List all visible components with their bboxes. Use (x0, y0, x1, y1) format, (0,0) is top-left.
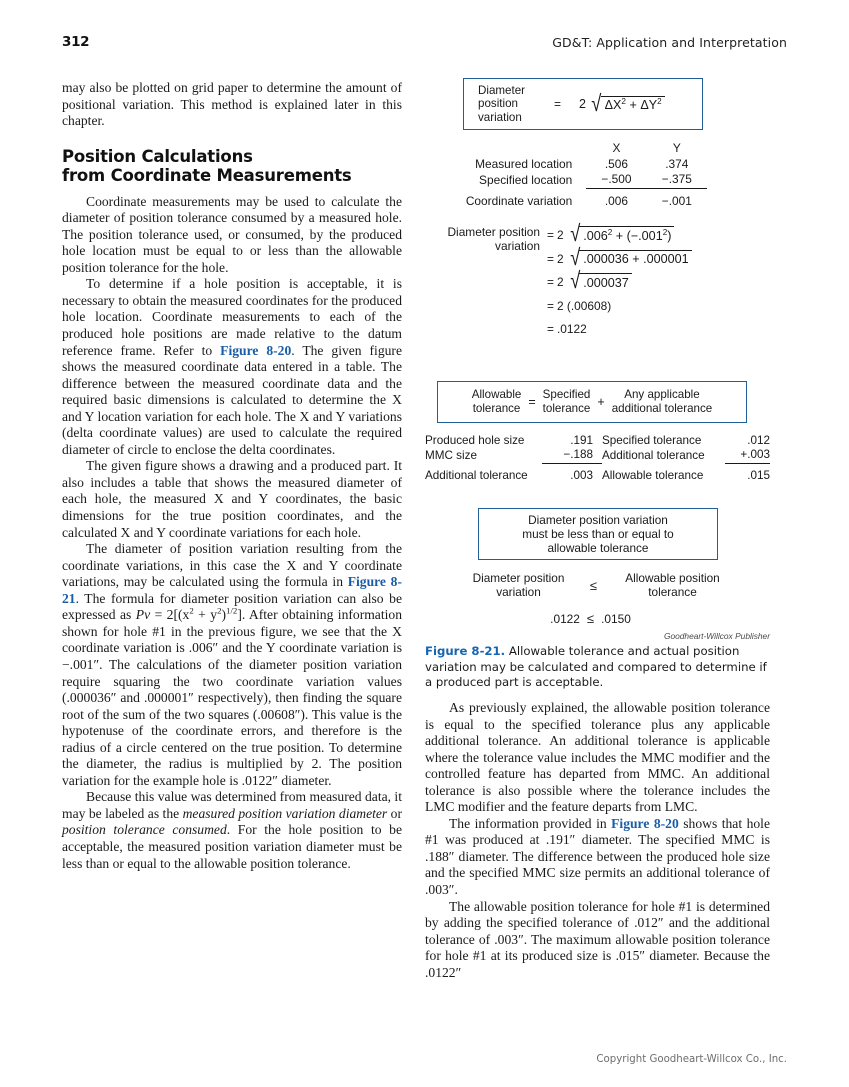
calculation-label-line-2: variation (495, 238, 540, 253)
comparison-block (425, 572, 770, 626)
square-root-expression (590, 89, 665, 116)
row-y-value: .374 (665, 157, 689, 171)
rule-box-acceptance-criterion (478, 508, 718, 560)
plus-sign: + (597, 395, 605, 409)
row-label: Coordinate variation (465, 193, 573, 208)
rp2-text-b: shows that hole #1 was produced at .191″ diameter. The specified MMC is .188″ diameter. The difference between the produced hole size and the specified MMC size permits an additional tolerance of .003″. (425, 815, 770, 898)
calculation-lines (547, 220, 692, 343)
right-label: Specified tolerance (601, 433, 702, 447)
left-label: Additional tolerance (425, 469, 528, 483)
calculation-label (425, 226, 540, 253)
square-root-expression (569, 267, 632, 293)
right-paragraph-2 (425, 816, 770, 899)
p5-text-mid: or (387, 805, 402, 821)
italic-term-1: measured position variation diameter (182, 805, 388, 821)
criterion-text (522, 513, 673, 556)
criterion-line-2: must be less than or equal to (522, 526, 674, 541)
italic-term-2: position tolerance consumed (62, 822, 227, 838)
coefficient-2: 2 (579, 97, 586, 111)
paragraph-continuation: may also be plotted on grid paper to determine the amount of positional variation. This method is explained later in this chapter. (62, 80, 402, 129)
radical-sign-icon: √ (569, 220, 580, 246)
left-value: .003 (570, 469, 593, 483)
allowable-tolerance-term (472, 388, 522, 415)
square-root-expression (569, 243, 692, 270)
p5-text-a: Because this value was determined from measured data, it may be labeled as the (62, 789, 402, 821)
term-line-2: additional tolerance (611, 402, 713, 415)
page-number: 312 (62, 34, 90, 50)
calculation-result: .0122 (556, 321, 587, 336)
row-x-value: −.500 (586, 172, 646, 189)
row-label: Specified location (479, 173, 573, 187)
figure-caption-label: Figure 8-21. (425, 644, 506, 658)
p4-text-a: The diameter of position variation resulting from the coordinate variations, in this case the X and Y coordinate variations, may be calculated using the formula in (62, 541, 402, 590)
left-value: .191 (570, 433, 593, 447)
formula-label-line-1: Diameter (478, 83, 526, 97)
figure-caption-text: Allowable tolerance and actual position variation may be calculated and compared to determine if a produced part is acceptable. (425, 644, 767, 689)
figure-reference-8-20[interactable]: Figure 8-20 (220, 342, 292, 358)
left-value: −.188 (542, 448, 602, 464)
row-x-value: .506 (604, 157, 629, 171)
table-row (427, 172, 707, 189)
calculation-line (547, 267, 692, 293)
paragraph-4 (62, 541, 402, 789)
term-line-1: Any applicable (624, 388, 700, 402)
table-row (425, 448, 770, 464)
figure-reference-8-20[interactable]: Figure 8-20 (611, 815, 679, 831)
right-label: Allowable tolerance (601, 469, 704, 483)
formula-box-diameter-position-variation (463, 78, 703, 130)
inline-formula-rest: = $2[(x^2 + y^2)^{1/2}]$ (150, 605, 242, 623)
right-label: Additional tolerance (601, 449, 705, 463)
term-line-2: tolerance (542, 402, 591, 415)
right-column (425, 700, 770, 981)
formula-label-line-2: position (478, 97, 518, 111)
calculation-line (547, 243, 692, 270)
table-header-row (427, 140, 707, 157)
comparison-right-term (614, 572, 732, 600)
coordinate-variation-table (425, 140, 770, 208)
criterion-line-1: Diameter position variation (528, 512, 668, 527)
comparison-left-term (464, 572, 574, 600)
additional-tolerance-term (612, 388, 713, 415)
row-y-value: −.375 (647, 172, 707, 189)
calculation-label-line-1: Diameter position (447, 225, 540, 239)
heading-line-1: Position Calculations (62, 146, 253, 166)
radical-sign-icon: √ (569, 243, 580, 270)
comparison-values-row (425, 611, 770, 626)
formula-label-line-3: variation (478, 110, 522, 124)
formula-label (478, 84, 544, 124)
calculation-line (547, 297, 692, 313)
specified-tolerance-term (543, 388, 591, 415)
row-label: Measured location (475, 157, 573, 171)
calculation-line (547, 320, 692, 336)
equals-sign: = (547, 298, 554, 313)
paragraph-2 (62, 276, 402, 458)
tolerance-calculation-table (425, 433, 770, 483)
table-row (425, 433, 770, 448)
running-title: GD&T: Application and Interpretation (552, 35, 787, 50)
paragraph-5 (62, 789, 402, 872)
radicand: .000036 + .000001 (579, 250, 691, 267)
left-term-line-1: Diameter position (472, 571, 565, 585)
p4-text-b: . The formula for diameter position variation can also be expressed as (62, 590, 402, 623)
coefficient-2: 2 (556, 228, 564, 242)
right-paragraph-3: The allowable position tolerance for hole #1 is determined by adding the specified tolerance of .012″ and the additional tolerance of .003″. The maximum allowable position tolerance for hole #1 at its produced size is .015″ diameter. Because the .0122″ (425, 898, 770, 980)
right-paragraph-1: As previously explained, the allowable position tolerance is equal to the specified tolerance plus any applicable additional tolerance. An additional tolerance is applicable where the tolerance value includes the MMC modifier and the controlled feature has departed from MMC. An additional tolerance is also possible where the tolerance includes the LMC modifier and the feature departs from LMC. (425, 700, 770, 815)
less-than-or-equal-icon: ≤ (586, 610, 595, 626)
value-right: .0150 (601, 611, 631, 626)
right-value: .012 (747, 433, 770, 447)
heading-line-2: from Coordinate Measurements (62, 165, 352, 185)
p5-text-b: . For the hole position to be acceptable, the measured position variation diameter must be less than or equal to the allowable position tolerance. (62, 822, 402, 871)
p2-text-a: To determine if a hole position is acceptable, it is necessary to obtain the measured coordinates for the produced hole location. Coordinate measurements to each of the produced hole positions are made relative to the datum reference frame. Refer to (62, 276, 402, 358)
calculation-value: 2 (.00608) (556, 298, 612, 313)
left-column (62, 80, 402, 872)
p4-text-c: . After obtaining information shown for hole #1 in the previous figure, we see that the X coordinate variation is .006″ and the Y coordinate variation is −.001″. The calculations of the diameter position variation require squaring the two coordinate variation values (.000036″ and .000001″ respectively), then finding the square root of the sum of the two squares (.00608″). This value is the hypotenuse of the coordinate errors, and therefore is the radius of a circle centered on the true position. To determine the diameter, the radius is multiplied by 2. The position variation for the example hole is .0122″ diameter. (62, 607, 402, 788)
left-label: Produced hole size (425, 433, 525, 447)
table-row (425, 468, 770, 483)
radicand: .000037 (579, 273, 632, 290)
criterion-line-3: allowable tolerance (547, 541, 649, 556)
coefficient-2: 2 (556, 251, 564, 266)
table-row (427, 193, 707, 208)
right-term-line-2: tolerance (648, 584, 697, 599)
table-row (427, 157, 707, 172)
less-than-or-equal-icon: ≤ (589, 578, 598, 594)
header-x: X (612, 140, 621, 155)
right-term-line-1: Allowable position (625, 571, 720, 585)
figure-caption (425, 644, 770, 691)
p2-text-b: . The given figure shows the measured coordinate data entered in a table. The difference between the measured coordinate data and the required basic dimensions is calculated to determine the X and Y location variation for each hole. The X and Y variations (delta coordinate values) are used to calculate the required diameter of circle to enclose the delta coordinates. (62, 342, 402, 457)
header-y: Y (672, 140, 681, 155)
inline-variable-pv: Pv (135, 607, 151, 623)
radical-sign-icon: √ (591, 89, 602, 116)
right-value: +.003 (725, 448, 770, 464)
calculation-line (547, 220, 692, 246)
paragraph-3: The given figure shows a drawing and a produced part. It also includes a table that shows the measured diameter of each hole, the measured X and Y coordinates, the basic dimensions for the true position coordinates, and the calculated X and Y coordinate variations for each hole. (62, 458, 402, 540)
comparison-terms-row (425, 572, 770, 600)
radicand: $\Delta X^2 + \Delta Y^2$ (601, 96, 665, 113)
page-footer: Copyright Goodheart-Willcox Co., Inc. (596, 1054, 787, 1065)
term-line-2: tolerance (472, 402, 521, 415)
term-line-1: Specified (542, 388, 591, 402)
right-value: .015 (747, 469, 770, 483)
section-heading (62, 147, 402, 185)
left-term-line-2: variation (496, 584, 541, 599)
figure-credit: Goodheart-Willcox Publisher (663, 631, 770, 641)
rp2-text-a: The information provided in (449, 815, 612, 831)
running-head (62, 34, 787, 54)
header-blank (427, 140, 586, 157)
square-root-expression (569, 220, 675, 246)
radical-sign-icon: √ (569, 267, 580, 293)
equals-sign: = (547, 251, 554, 266)
row-y-value: −.001 (661, 193, 692, 208)
coefficient-2: 2 (556, 275, 564, 289)
row-x-value: .006 (604, 193, 629, 208)
equals-sign: = (528, 395, 536, 409)
equals-sign: = (547, 228, 554, 242)
value-left: .0122 (550, 611, 580, 626)
term-line-1: Allowable (471, 388, 522, 402)
equals-sign: = (554, 97, 562, 111)
equals-sign: = (547, 275, 554, 289)
radicand: $.006^2 + (-.001^2)$ (579, 226, 674, 243)
left-label: MMC size (425, 449, 477, 463)
formula-box-allowable-tolerance (437, 381, 747, 423)
figure-reference-8-21[interactable]: Figure 8-21 (62, 574, 402, 606)
equals-sign: = (547, 321, 554, 336)
paragraph-1: Coordinate measurements may be used to calculate the diameter of position tolerance consumed by a measured hole. The position tolerance used, or consumed, by the produced hole location must be equal to or less than the allowable position tolerance for the hole. (62, 193, 402, 275)
